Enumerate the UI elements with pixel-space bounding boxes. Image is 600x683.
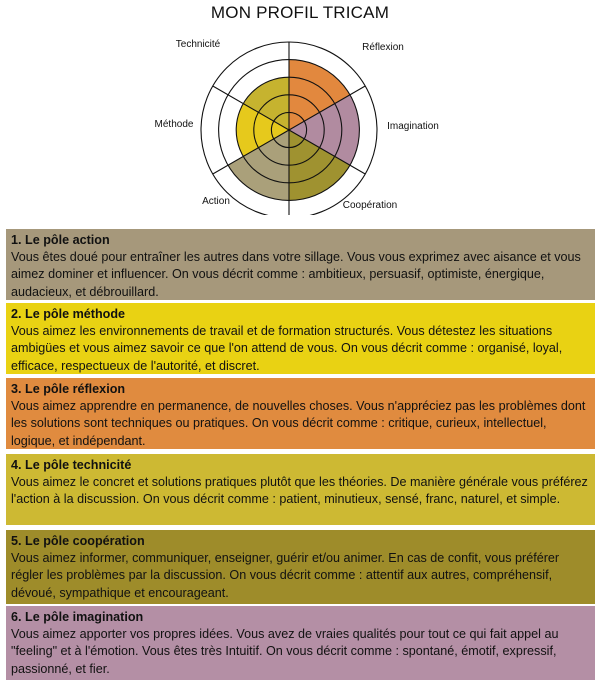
section-text: Vous aimez les environnements de travail et de formation structurés. Vous détestez les situations ambigües et vous aimez savoir ce que l'on attend de vous. On vous décrit comme : organisé, loyal, efficace, respectueux de l'autorité, et discret.: [11, 324, 563, 373]
tricam-radar-chart: [140, 30, 450, 215]
section-methode: [6, 303, 595, 374]
label-methode: Méthode: [154, 119, 194, 130]
section-action: [6, 229, 595, 300]
section-text: Vous aimez apprendre en permanence, de nouvelles choses. Vous n'appréciez pas les problèmes dont les solutions sont techniques ou pratiques. On vous décrit comme : critique, curieux, intellectuel, logique, et indépendant.: [11, 399, 586, 448]
section-cooperation: [6, 530, 595, 604]
label-imagination: Imagination: [387, 121, 439, 132]
page-title: MON PROFIL TRICAM: [210, 3, 390, 22]
section-reflexion: [6, 378, 595, 449]
section-text: Vous êtes doué pour entraîner les autres dans votre sillage. Vous vous exprimez avec aisance et vous aimez dominer et influencer. On vous décrit comme : ambitieux, persuasif, optimiste, énergique, audacieux, et débrouillard.: [11, 250, 581, 299]
section-technicite: [6, 454, 595, 525]
label-technicite: Technicité: [175, 39, 221, 50]
section-imagination: [6, 606, 595, 680]
label-reflexion: Réflexion: [362, 42, 404, 53]
section-title: 3. Le pôle réflexion: [11, 382, 126, 396]
section-text: Vous aimez informer, communiquer, enseigner, guérir et/ou animer. En cas de confit, vous préférer régler les problèmes par la discussion. On vous décrit comme : attentif aux autres, compréhensif, dévoué, sympathique et encourageant.: [11, 551, 560, 600]
section-text: Vous aimez apporter vos propres idées. Vous avez de vraies qualités pour tout ce qui fait appel au "feeling" et à l'émotion. Vous êtes très Intuitif. On vous décrit comme : spontané, émotif, expressif, passionné, et fier.: [11, 627, 559, 676]
label-action: Action: [202, 196, 230, 207]
section-title: 1. Le pôle action: [11, 233, 110, 247]
section-title: 4. Le pôle technicité: [11, 458, 132, 472]
section-title: 6. Le pôle imagination: [11, 610, 144, 624]
section-title: 2. Le pôle méthode: [11, 307, 126, 321]
label-cooperation: Coopération: [342, 200, 398, 211]
section-text: Vous aimez le concret et solutions pratiques plutôt que les théories. De manière générale vous préférez l'action à la discussion. On vous décrit comme : patient, minutieux, sensé, franc, naturel, et simple.: [11, 475, 588, 507]
section-title: 5. Le pôle coopération: [11, 534, 145, 548]
